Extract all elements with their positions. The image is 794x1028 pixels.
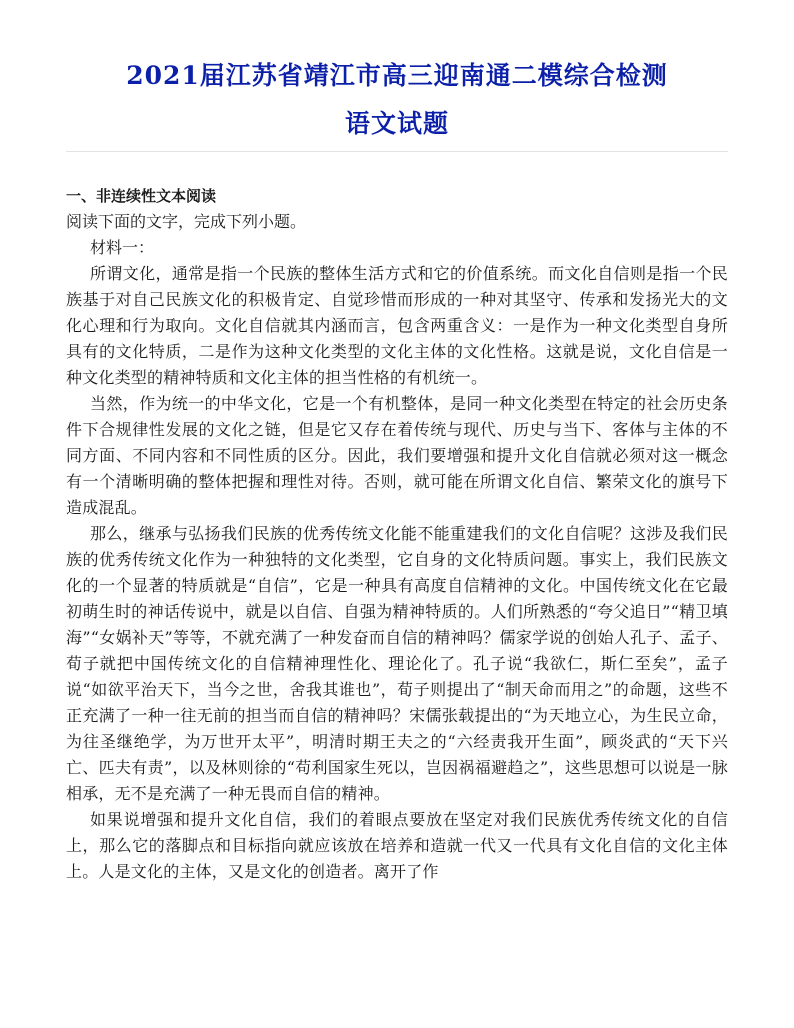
paragraph-1: 所谓文化，通常是指一个民族的整体生活方式和它的价值系统。而文化自信则是指一个民族基于对自己民族文化的积极肯定、自觉珍惜而形成的一种对其坚守、传承和发扬光大的文化心理和行为取向。文化自信就其内涵而言，包含两重含义：一是作为一种文化类型自身所具有的文化特质，二是作为这种文化类型的文化主体的文化性格。这就是说，文化自信是一种文化类型的精神特质和文化主体的担当性格的有机统一。 xyxy=(66,264,728,387)
title-divider xyxy=(66,151,728,152)
reading-instruction: 阅读下面的文字，完成下列小题。 xyxy=(66,212,307,231)
document-title-line2: 语文试题 xyxy=(344,109,449,138)
paragraph-3: 那么，继承与弘扬我们民族的优秀传统文化能不能重建我们的文化自信呢？这涉及我们民族的优秀传统文化作为一种独特的文化类型，它自身的文化特质问题。事实上，我们民族文化的一个显著的特质就是“自信”，它是一种具有高度自信精神的文化。中国传统文化在它最初萌生时的神话传说中，就是以自信、自强为精神特质的。人们所熟悉的“夸父追日”“精卫填海”“女娲补天”等等，不就充满了一种发奋而自信的精神吗？儒家学说的创始人孔子、孟子、荀子就把中国传统文化的自信精神理性化、理论化了。孔子说“我欲仁，斯仁至矣”，孟子说“如欲平治天下，当今之世，舍我其谁也”，荀子则提出了“制天命而用之”的命题，这些不正充满了一种一往无前的担当而自信的精神吗？宋儒张载提出的“为天地立心，为生民立命，为往圣继绝学，为万世开太平”，明清时期王夫之的“六经责我开生面”，顾炎武的“天下兴亡、匹夫有责”，以及林则徐的“苟利国家生死以，岂因祸福避趋之”，这些思想可以说是一脉相承，无不是充满了一种无畏而自信的精神。 xyxy=(66,524,728,803)
paragraph-4: 如果说增强和提升文化自信，我们的着眼点要放在坚定对我们民族优秀传统文化的自信上，那么它的落脚点和目标指向就应该放在培养和造就一代又一代具有文化自信的文化主体上。人是文化的主体，又是文化的创造者。离开了作 xyxy=(66,810,728,881)
document-body xyxy=(66,183,728,885)
document-title-line1: 2021届江苏省靖江市高三迎南通二模综合检测 xyxy=(126,61,668,90)
material-label: 材料一： xyxy=(90,238,155,257)
section-heading: 一、非连续性文本阅读 xyxy=(66,187,217,205)
paragraph-2: 当然，作为统一的中华文化，它是一个有机整体，是同一种文化类型在特定的社会历史条件下合规律性发展的文化之链，但是它又存在着传统与现代、历史与当下、客体与主体的不同方面、不同内容和不同性质的区分。因此，我们要增强和提升文化自信就必须对这一概念有一个清晰明确的整体把握和理性对待。否则，就可能在所谓文化自信、繁荣文化的旗号下造成混乱。 xyxy=(66,394,728,517)
